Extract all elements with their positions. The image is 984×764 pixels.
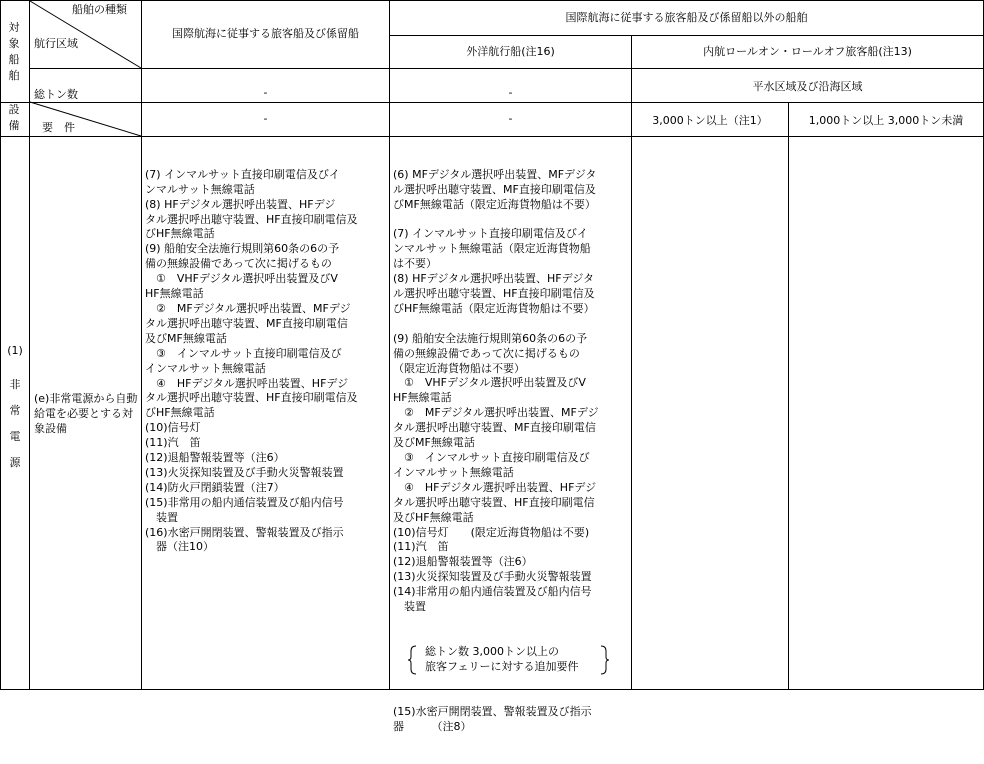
nav-area-dash-col2: - bbox=[508, 86, 513, 99]
col1-line: ① VHFデジタル選択呼出装置及びV bbox=[145, 272, 338, 286]
row-item: (e)非常電源から自動給電を必要とする対象設備 bbox=[34, 392, 138, 435]
col2-line: は不要） bbox=[393, 257, 437, 271]
col2-line: タル選択呼出聴守装置、HF直接印刷電信 bbox=[393, 495, 595, 509]
col1-line: インマルサット無線電話 bbox=[145, 361, 266, 375]
col2-line: (8) HFデジタル選択呼出装置、HFデジタ bbox=[393, 272, 594, 286]
col2-line: ンマルサット無線電話（限定近海貨物船 bbox=[393, 242, 591, 256]
col2-line: 及びMF無線電話 bbox=[393, 436, 475, 450]
col2-tail-line: (15)水密戸開閉装置、警報装置及び指示 bbox=[393, 704, 592, 718]
col1-line: ④ HFデジタル選択呼出装置、HFデジ bbox=[145, 376, 349, 390]
col1-line: 及びMF無線電話 bbox=[145, 331, 227, 345]
col1-line: (8) HFデジタル選択呼出装置、HFデジ bbox=[145, 197, 336, 211]
col2-line: ① VHFデジタル選択呼出装置及びV bbox=[393, 376, 586, 390]
ocean-going-header: 外洋航行船(注16) bbox=[466, 45, 555, 58]
col1-line: (16)水密戸開閉装置、警報装置及び指示 bbox=[145, 525, 344, 539]
col2-line: びHF無線電話（限定近海貨物船は不要） bbox=[393, 301, 595, 315]
col1-line: (10)信号灯 bbox=[145, 421, 201, 435]
col2-line: （限定近海貨物船は不要） bbox=[393, 361, 525, 375]
equipment-label: 設備 bbox=[8, 103, 20, 132]
col1-line: (7) インマルサット直接印刷電信及びイ bbox=[145, 167, 340, 181]
col1-line: (12)退船警報装置等（注6） bbox=[145, 451, 285, 465]
col1-line: タル選択呼出聴守装置、HF直接印刷電信及 bbox=[145, 391, 358, 405]
col2-line: (12)退船警報装置等（注6） bbox=[393, 555, 533, 569]
col1-line: びHF無線電話 bbox=[145, 406, 215, 420]
col1-line: (15)非常用の船内通信装置及び船内信号 bbox=[145, 495, 344, 509]
col2-line: (13)火災探知装置及び手動火災警報装置 bbox=[393, 570, 592, 584]
bracket-right bbox=[599, 645, 609, 675]
gross-tonnage-label: 総トン数 bbox=[34, 88, 78, 101]
col2-line: ル選択呼出聴守装置、MF直接印刷電信及 bbox=[393, 182, 596, 196]
tonnage-over-3000: 3,000トン以上（注1） bbox=[652, 114, 768, 127]
col2-line: (9) 船舶安全法施行規則第60条の6の予 bbox=[393, 331, 588, 345]
col1-line: (14)防火戸閉鎖装置（注7） bbox=[145, 480, 285, 494]
nav-area-dash-col1: - bbox=[263, 86, 268, 99]
col2-line: (14)非常用の船内通信装置及び船内信号 bbox=[393, 585, 592, 599]
col1-line: (11)汽 笛 bbox=[145, 436, 201, 450]
navigation-area-label: 航行区域 bbox=[34, 37, 78, 50]
col2-line: ② MFデジタル選択呼出装置、MFデジ bbox=[393, 406, 599, 420]
domestic-roro-header: 内航ロールオン・ロールオフ旅客船(注13) bbox=[703, 45, 912, 58]
bracket-line2: 旅客フェリーに対する追加要件 bbox=[425, 659, 579, 673]
tonnage-1000-3000: 1,000トン以上 3,000トン未満 bbox=[808, 114, 964, 127]
col1-line: ③ インマルサット直接印刷電信及び bbox=[145, 346, 342, 360]
row-category: 非常電源 bbox=[9, 378, 21, 469]
col2-line: タル選択呼出聴守装置、MF直接印刷電信 bbox=[393, 421, 596, 435]
col2-line: HF無線電話 bbox=[393, 391, 452, 405]
col1-line: (9) 船舶安全法施行規則第60条の6の予 bbox=[145, 242, 340, 256]
col2-line bbox=[393, 317, 599, 332]
row-number: (1) bbox=[7, 344, 23, 357]
col1-equipment-list bbox=[145, 138, 358, 585]
col1-line: タル選択呼出聴守装置、HF直接印刷電信及 bbox=[145, 212, 358, 226]
col2-line: ③ インマルサット直接印刷電信及び bbox=[393, 451, 590, 464]
other-than-intl-header: 国際航海に従事する旅客船及び係留船以外の船舶 bbox=[565, 11, 808, 24]
col2-equipment-list bbox=[393, 138, 599, 764]
col2-line: 及びHF無線電話 bbox=[393, 510, 474, 524]
col2-line: びMF無線電話（限定近海貨物船は不要） bbox=[393, 197, 596, 211]
col1-line: ② MFデジタル選択呼出装置、MFデジ bbox=[145, 301, 351, 315]
tonnage-dash-col1: - bbox=[263, 112, 268, 125]
bracket-line1: 総トン数 3,000トン以上の bbox=[425, 644, 559, 658]
ship-type-label: 船舶の種類 bbox=[72, 3, 127, 16]
requirements-label: 要 件 bbox=[42, 121, 75, 134]
col2-line: (7) インマルサット直接印刷電信及びイ bbox=[393, 227, 588, 241]
col2-line: ル選択呼出聴守装置、HF直接印刷電信及 bbox=[393, 287, 595, 301]
col2-line: ④ HFデジタル選択呼出装置、HFデジ bbox=[393, 480, 597, 494]
col1-line: ンマルサット無線電話 bbox=[145, 182, 255, 196]
col1-line: 備の無線設備であって次に掲げるもの bbox=[145, 257, 332, 271]
col2-line: (11)汽 笛 bbox=[393, 540, 449, 554]
col1-line: 装置 bbox=[145, 510, 178, 524]
col1-line: (13)火災探知装置及び手動火災警報装置 bbox=[145, 465, 344, 479]
col2-line: 備の無線設備であって次に掲げるもの bbox=[393, 346, 580, 360]
col2-tail-line: 器 （注8） bbox=[393, 719, 472, 733]
col1-line: 器（注10） bbox=[145, 540, 214, 554]
intl-passenger-header: 国際航海に従事する旅客船及び係留船 bbox=[172, 27, 359, 40]
col1-line: びHF無線電話 bbox=[145, 227, 215, 241]
col2-additional-requirement bbox=[393, 645, 599, 675]
col2-line: (6) MFデジタル選択呼出装置、MFデジタ bbox=[393, 167, 597, 181]
smooth-coastal-header: 平水区域及び沿海区域 bbox=[752, 80, 863, 93]
col2-line: インマルサット無線電話 bbox=[393, 465, 514, 479]
col1-line: タル選択呼出聴守装置、MF直接印刷電信 bbox=[145, 316, 348, 330]
tonnage-dash-col2: - bbox=[508, 112, 513, 125]
col1-line: HF無線電話 bbox=[145, 287, 204, 301]
col2-line: (10)信号灯 (限定近海貨物船は不要) bbox=[393, 525, 590, 539]
col2-line bbox=[393, 213, 599, 228]
bracket-left bbox=[408, 645, 418, 675]
col2-line: 装置 bbox=[393, 600, 426, 614]
target-ship-label: 対象船舶 bbox=[8, 21, 20, 82]
